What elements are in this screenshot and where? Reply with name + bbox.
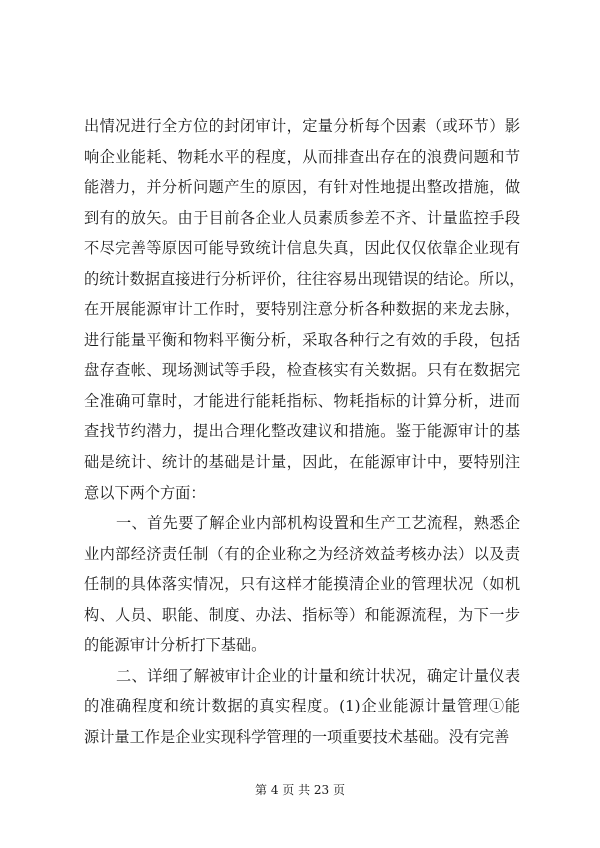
paragraph-line: 源计量工作是企业实现科学管理的一项重要技术基础。没有完善 xyxy=(84,727,510,746)
paragraph-line: 础是统计、统计的基础是计量，因此，在能源审计中，要特别注 xyxy=(84,453,520,472)
paragraph-line: 出情况进行全方位的封闭审计，定量分析每个因素（或环节）影 xyxy=(84,117,520,135)
paragraph-line: 任制的具体落实情况，只有这样才能摸清企业的管理状况（如机 xyxy=(84,575,520,594)
body-text xyxy=(84,111,525,752)
paragraph-line: 在开展能源审计工作时，要特别注意分析各种数据的来龙去脉， xyxy=(84,300,520,319)
paragraph-line: 构、人员、职能、制度、办法、指标等）和能源流程，为下一步 xyxy=(84,605,520,624)
page-footer: 第 4 页 共 23 页 xyxy=(255,783,345,797)
paragraph-line: 到有的放矢。由于目前各企业人员素质参差不齐、计量监控手段 xyxy=(84,208,520,227)
paragraph-line: 的能源审计分析打下基础。 xyxy=(84,636,267,655)
paragraph-line: 不尽完善等原因可能导致统计信息失真，因此仅仅依靠企业现有 xyxy=(84,239,520,258)
paragraph-line: 的准确程度和统计数据的真实程度。(1)企业能源计量管理①能 xyxy=(84,697,520,716)
paragraph-line: 盘存查帐、现场测试等手段，检查核实有关数据。只有在数据完 xyxy=(84,361,520,380)
paragraph-line: 全准确可靠时，才能进行能耗指标、物耗指标的计算分析，进而 xyxy=(84,391,520,410)
paragraph-line: 意以下两个方面： xyxy=(84,483,206,502)
paragraph-line: 的统计数据直接进行分析评价，往往容易出现错误的结论。所以， xyxy=(84,269,525,288)
paragraph-line: 响企业能耗、物耗水平的程度，从而排查出存在的浪费问题和节 xyxy=(84,147,520,166)
paragraph-line: 能潜力，并分析问题产生的原因，有针对性地提出整改措施，做 xyxy=(84,178,520,197)
paragraph-line: 业内部经济责任制（有的企业称之为经济效益考核办法）以及责 xyxy=(84,544,520,563)
paragraph-line: 进行能量平衡和物料平衡分析，采取各种行之有效的手段，包括 xyxy=(84,330,520,349)
paragraph-line: 二、详细了解被审计企业的计量和统计状况，确定计量仪表 xyxy=(116,666,520,685)
paragraph-line: 查找节约潜力，提出合理化整改建议和措施。鉴于能源审计的基 xyxy=(84,422,520,441)
paragraph-line: 一、首先要了解企业内部机构设置和生产工艺流程，熟悉企 xyxy=(116,514,520,533)
